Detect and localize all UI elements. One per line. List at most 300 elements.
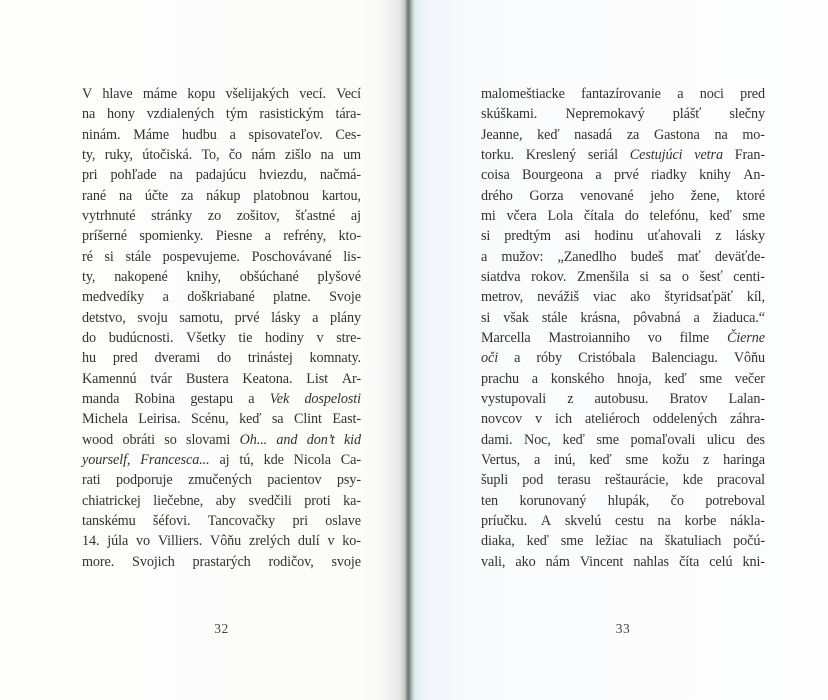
word: účte [144, 187, 169, 204]
text-line [481, 104, 765, 124]
italic-word: and [276, 431, 298, 448]
word: večer [734, 370, 765, 387]
word: malomeštiacke [481, 86, 565, 102]
word: hodiny [265, 329, 304, 346]
word: Svoje [329, 289, 361, 306]
text-line [481, 206, 765, 226]
word: terasu [557, 472, 591, 489]
word: sme [699, 370, 722, 387]
word: prastarých [192, 553, 251, 570]
word: To, [201, 146, 220, 163]
word: psy- [336, 472, 361, 489]
text-line [82, 84, 361, 104]
word: Balenciagu. [651, 350, 718, 367]
word: načmá- [319, 167, 361, 184]
word: a [481, 248, 488, 265]
word: Nicola [293, 451, 331, 468]
italic-word: Oh... [239, 431, 268, 448]
word: deväťde- [714, 248, 765, 265]
text-line [481, 328, 765, 348]
word: riadky [651, 167, 687, 184]
word: sme [742, 207, 765, 224]
word: torku. [481, 146, 514, 163]
word: kožu [661, 451, 690, 468]
word: tvár [150, 370, 173, 387]
word: budeš [630, 248, 664, 265]
word: šéfovi. [152, 512, 191, 529]
word: žiaduca.“ [712, 309, 765, 326]
word: hlupák, [607, 492, 650, 509]
page-number-left: 32 [214, 621, 229, 636]
text-line [481, 145, 765, 165]
word: gestapu [190, 390, 233, 407]
word: keď [537, 126, 560, 143]
word: keď [562, 431, 585, 448]
word: vystupovali [481, 390, 547, 407]
word: ka- [343, 492, 361, 509]
word: šesť [699, 268, 723, 285]
word: pod [522, 472, 544, 489]
word: stále [541, 309, 568, 326]
word: mo- [742, 126, 765, 143]
word: ich [554, 411, 573, 428]
word: aj [350, 207, 361, 224]
word: budúcnosti. [108, 329, 174, 346]
text-line [82, 470, 361, 490]
word: diaka, [481, 533, 515, 550]
word: do [82, 329, 96, 346]
word: keď [709, 207, 732, 224]
word: skúškami. [481, 106, 538, 123]
word: si [481, 228, 491, 245]
word: Vincent [579, 553, 624, 570]
word: konského [550, 370, 605, 387]
word: tým [225, 106, 248, 123]
word: vali, [481, 553, 506, 570]
word: drého [481, 187, 513, 204]
word: nasadá [574, 126, 613, 143]
word: pred [112, 350, 138, 367]
word: a [534, 451, 541, 468]
word: Lola [547, 207, 574, 224]
word: nakopené [114, 268, 168, 285]
word: v [535, 411, 543, 428]
word: ty, [82, 268, 96, 285]
word: nákla- [730, 512, 765, 529]
text-line [82, 369, 361, 389]
word: v [316, 329, 324, 346]
word: zošitov, [236, 207, 280, 224]
word: záhra- [730, 411, 765, 428]
word: slovami [186, 431, 231, 448]
word: trinástej [247, 350, 293, 367]
word: so [164, 431, 177, 448]
word: komnaty. [309, 350, 361, 367]
word: uťahovali [647, 228, 702, 245]
word: na [82, 106, 96, 123]
word: hony [106, 106, 135, 123]
word: nahlas [633, 553, 669, 570]
word: reštaurácie, [604, 472, 669, 489]
word: pomaľovali [630, 431, 696, 448]
word: keď [664, 370, 687, 387]
page-number-right: 33 [615, 621, 631, 636]
word: Leirisa. [138, 411, 181, 428]
word: A [540, 512, 552, 529]
word: vo [136, 533, 150, 550]
text-line [481, 247, 765, 267]
word: pracoval [716, 472, 765, 489]
text-line [481, 267, 765, 287]
word: prachu [481, 370, 520, 387]
text-line [481, 389, 765, 409]
word: Nepremokavý [565, 106, 645, 123]
text-line [481, 369, 765, 389]
word: stre- [336, 329, 361, 346]
word: kni- [742, 553, 765, 570]
italic-word: Cestujúci [629, 146, 683, 163]
word: čítala [583, 207, 614, 224]
word: ré [82, 248, 93, 265]
text-line [82, 348, 361, 368]
word: číta [679, 553, 700, 570]
word: rasistickým [259, 106, 324, 123]
text-line [481, 552, 765, 572]
word: ninám. [82, 126, 121, 143]
word: máme [142, 86, 178, 102]
italic-word: yourself, [82, 451, 131, 468]
word: Vôňu [733, 350, 765, 367]
word: stránky [151, 207, 193, 224]
word: Scénu, [190, 411, 229, 428]
word: hviezdu, [259, 167, 307, 184]
word: zrelých [249, 533, 291, 550]
word: ten [481, 492, 499, 509]
word: pri [292, 512, 308, 529]
word: pohľade [110, 167, 157, 184]
word: Clint [293, 411, 322, 428]
word: Keatona. [242, 370, 293, 387]
text-line [82, 247, 361, 267]
page-32-text [82, 84, 361, 572]
word: rati [82, 472, 101, 489]
word: čo [670, 492, 684, 509]
word: mužov: [501, 248, 544, 265]
word: príučku. [481, 512, 528, 529]
word: cestu [615, 512, 644, 529]
word: rokov. [531, 268, 567, 285]
word: seriál [587, 146, 619, 163]
word: haringa [723, 451, 765, 468]
word: mať [677, 248, 701, 265]
italic-word: oči [481, 350, 499, 367]
text-line [82, 409, 361, 429]
word: a [693, 309, 700, 326]
word: aby [215, 492, 236, 509]
word: Všetky [186, 329, 226, 346]
word: ateliéroch [584, 411, 640, 428]
text-line [481, 450, 765, 470]
word: autobusu. [594, 390, 649, 407]
word: Mastroianniho [548, 329, 630, 346]
word: spomienky. [139, 228, 204, 245]
word: si [639, 268, 649, 285]
word: kartou, [321, 187, 361, 204]
text-line [82, 267, 361, 287]
word: júla [107, 533, 129, 550]
word: potreboval [705, 492, 765, 509]
word: svoje [331, 553, 361, 570]
word: Ar- [341, 370, 361, 387]
word: vo [647, 329, 662, 346]
word: Zmenšila [576, 268, 629, 285]
italic-word: dospelosti [304, 390, 361, 407]
word: jeho [650, 187, 675, 204]
word: tanskému [82, 512, 136, 529]
word: An- [743, 167, 765, 184]
word: manda [82, 390, 120, 407]
word: korunovaný [519, 492, 587, 509]
word: nevážiš [537, 289, 579, 306]
italic-word: kid [343, 431, 361, 448]
word: hodinu [594, 228, 634, 245]
word: príšerné [82, 228, 127, 245]
word: venované [580, 187, 634, 204]
word: do [217, 350, 232, 367]
word: si [104, 248, 114, 265]
word: všelijakých [225, 86, 290, 102]
word: ako [515, 553, 536, 570]
word: a [229, 126, 236, 143]
word: lis- [343, 248, 361, 265]
word: asi [564, 228, 581, 245]
word: Villiers. [157, 533, 203, 550]
word: zišlo [284, 146, 312, 163]
word: plášť [672, 106, 702, 123]
word: a [595, 167, 602, 184]
word: viac [592, 289, 617, 306]
word: tú, [239, 451, 254, 468]
word: štyridsaťpäť [664, 289, 733, 306]
word: stále [125, 248, 151, 265]
text-line [481, 186, 765, 206]
word: Vôňu [210, 533, 242, 550]
text-line [82, 450, 361, 470]
text-line [82, 328, 361, 348]
word: sme [625, 451, 649, 468]
word: mi [481, 207, 496, 224]
word: novcov [481, 411, 523, 428]
word: hnoja, [617, 370, 652, 387]
word: siatdva [481, 268, 521, 285]
word: knihy, [186, 268, 221, 285]
word: pri [82, 167, 98, 184]
word: pospevujeme. [162, 248, 240, 265]
word: na [118, 187, 133, 204]
text-line [82, 104, 361, 124]
word: na [657, 512, 671, 529]
word: medvedíky [82, 289, 145, 306]
word: Bustera [185, 370, 229, 387]
word: Kreslený [525, 146, 577, 163]
word: spisovateľov. [248, 126, 323, 143]
word: a [514, 350, 521, 367]
word: East- [332, 411, 361, 428]
word: na [320, 146, 334, 163]
word: prvé [613, 167, 639, 184]
word: Ces- [335, 126, 361, 143]
text-line [82, 165, 361, 185]
word: podporuje [115, 472, 173, 489]
word: plyšové [317, 268, 361, 285]
word: V [82, 86, 93, 102]
word: korbe [684, 512, 717, 529]
word: lásky [271, 309, 301, 326]
word: ako [630, 289, 651, 306]
word: dverami [154, 350, 201, 367]
italic-word: Vek [269, 390, 290, 407]
word: kde [263, 451, 284, 468]
italic-word: Čierne [726, 329, 765, 346]
word: počú- [733, 533, 765, 550]
word: z [715, 228, 722, 245]
word: šťastné [295, 207, 336, 224]
word: ktoré [736, 187, 765, 204]
word: um [343, 146, 361, 163]
word: obráti [122, 431, 155, 448]
word: kíl, [746, 289, 765, 306]
word: útočiská. [142, 146, 193, 163]
text-line [481, 531, 765, 551]
italic-word: don’t [306, 431, 335, 448]
word: metrov, [481, 289, 524, 306]
word: Gastona [653, 126, 700, 143]
word: Vecí [336, 86, 361, 102]
word: Michela [82, 411, 128, 428]
word: Jeanne, [481, 126, 523, 143]
text-line [481, 409, 765, 429]
word: Piesne [215, 228, 253, 245]
word: des [746, 431, 765, 448]
italic-word: Francesca... [140, 451, 210, 468]
word: šupli [481, 472, 509, 489]
word: zmučených [188, 472, 252, 489]
word: Bratov [669, 390, 708, 407]
text-line [481, 348, 765, 368]
word: liečebne, [153, 492, 204, 509]
word: do [624, 207, 639, 224]
word: Kamennú [82, 370, 137, 387]
word: Gorza [529, 187, 564, 204]
word: Fran- [734, 146, 765, 163]
word: doškriabané [187, 289, 255, 306]
word: 14. [82, 533, 100, 550]
word: celú [709, 553, 733, 570]
word: hudbu [181, 126, 217, 143]
word: čo [228, 146, 243, 163]
word: ruky, [104, 146, 133, 163]
word: pôvabná [633, 309, 681, 326]
text-line [82, 206, 361, 226]
word: oslave [325, 512, 361, 529]
text-line [481, 430, 765, 450]
word: Lalan- [728, 390, 765, 407]
word: nám [251, 146, 276, 163]
text-line [82, 226, 361, 246]
word: róby [536, 350, 563, 367]
word: rodičov, [268, 553, 314, 570]
text-line [82, 491, 361, 511]
word: samotu, [179, 309, 224, 326]
word: proti [304, 492, 331, 509]
word: knihy [699, 167, 731, 184]
word: Marcella [481, 329, 531, 346]
text-line [481, 287, 765, 307]
word: a [531, 370, 538, 387]
word: hlave [102, 86, 133, 102]
word: nákup [206, 187, 241, 204]
word: sa [659, 268, 672, 285]
word: vecí. [299, 86, 326, 102]
word: inú, [554, 451, 576, 468]
word: sa [271, 411, 284, 428]
word: na [639, 533, 653, 550]
word: noci [699, 86, 724, 102]
word: plány [329, 309, 361, 326]
word: si [481, 309, 491, 326]
word: refrény, [283, 228, 327, 245]
word: svedčili [248, 492, 292, 509]
text-line [481, 165, 765, 185]
word: Poschovávané [251, 248, 332, 265]
word: skvelú [564, 512, 602, 529]
word: platobnou [253, 187, 310, 204]
word: keď [526, 533, 549, 550]
text-line [82, 145, 361, 165]
word: za [180, 187, 194, 204]
word: Ca- [340, 451, 361, 468]
word: o [681, 268, 689, 285]
word: lásky [735, 228, 765, 245]
word: slečny [729, 106, 765, 123]
word: ty, [82, 146, 96, 163]
word: List [306, 370, 328, 387]
text-line [481, 84, 765, 104]
word: kopu [187, 86, 216, 102]
word: dulí [297, 533, 320, 550]
word: a [677, 86, 684, 102]
word: Vertus, [481, 451, 521, 468]
word: za [626, 126, 640, 143]
word: a [312, 309, 319, 326]
word: predtým [504, 228, 551, 245]
word: wood [82, 431, 114, 448]
word: obšúchané [239, 268, 299, 285]
word: oddelených [652, 411, 718, 428]
text-line [481, 491, 765, 511]
word: vytrhnuté [82, 207, 136, 224]
word: keď [589, 451, 612, 468]
word: zo [207, 207, 222, 224]
word: z [703, 451, 710, 468]
word: dami. [481, 431, 513, 448]
word: tie [238, 329, 253, 346]
word: sme [560, 533, 584, 550]
word: Tancovačky [207, 512, 276, 529]
text-line [82, 430, 361, 450]
word: rané [82, 187, 107, 204]
word: sme [596, 431, 619, 448]
